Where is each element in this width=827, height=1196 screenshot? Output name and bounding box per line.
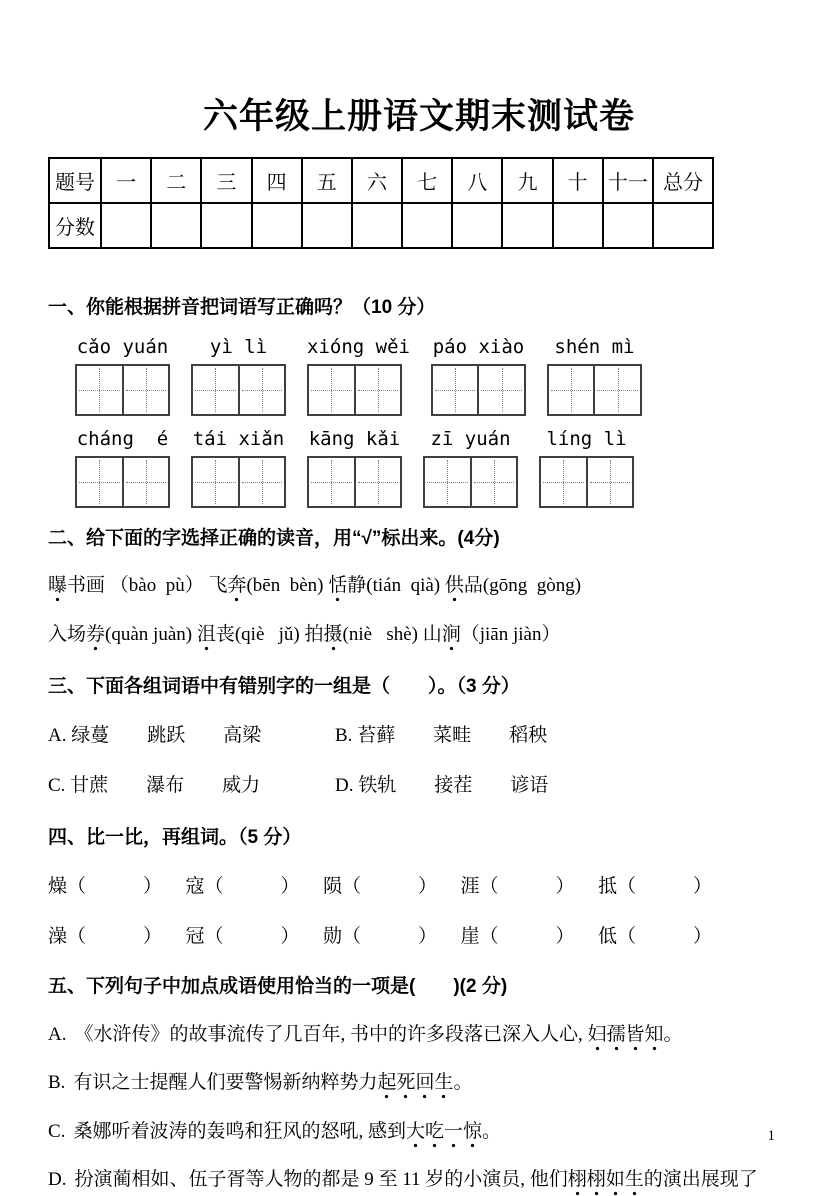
compare-word-item: 寇（ ） — [185, 875, 300, 897]
dotted-emphasis-text: 奔 — [227, 575, 246, 602]
pinyin-word-row — [48, 428, 790, 508]
dotted-emphasis-text: 大吃一惊 — [406, 1121, 482, 1148]
score-value-cell — [502, 203, 552, 248]
text-segment: 扮演蔺相如、伍子胥等人物的都是 9 至 11 岁的小演员, 他们 — [74, 1169, 568, 1191]
word-grid-group — [307, 428, 402, 508]
section-5-heading: 五、下列句子中加点成语使用恰当的一项是( )(2 分) — [48, 976, 508, 998]
grid-cell — [354, 458, 401, 506]
question-number-cell: 三 — [201, 158, 251, 203]
word-compare-exercise — [48, 874, 790, 950]
idiom-usage-exercise — [48, 1021, 790, 1194]
grid-cell — [122, 458, 169, 506]
compare-word-item: 勋（ ） — [322, 925, 437, 947]
grid-cell — [193, 366, 238, 414]
grid-cell — [238, 366, 285, 414]
grid-cell — [541, 458, 586, 506]
text-segment: 有识之士提醒人们要警惕新纳粹势力 — [73, 1072, 378, 1094]
character-grid-box — [75, 456, 170, 508]
dotted-emphasis-text: 摄 — [324, 624, 343, 651]
question-number-cell: 一 — [101, 158, 151, 203]
text-segment: (bēn bèn) — [246, 575, 329, 597]
question-number-cell: 七 — [402, 158, 452, 203]
section-3-heading: 三、下面各组词语中有错别字的一组是（ ）。（3 分） — [48, 676, 520, 698]
text-segment: 桑娜听着波涛的轰鸣和狂风的怒吼, 感到 — [73, 1120, 406, 1142]
text-segment: 品(gōng gòng) — [463, 575, 582, 597]
typo-options-line — [48, 723, 790, 750]
option-label: B. — [48, 1072, 66, 1094]
pronunciation-line — [48, 572, 790, 600]
word-grid-group — [191, 428, 286, 508]
dotted-emphasis-text: 供 — [445, 575, 464, 602]
pinyin-label: líng lì — [546, 427, 627, 450]
pinyin-label: tái xiǎn — [192, 427, 285, 450]
idiom-option-line — [48, 1069, 790, 1097]
grid-cell — [193, 458, 238, 506]
pinyin-label: cháng é — [76, 427, 169, 450]
word-grid-group — [431, 336, 526, 416]
compare-words-row — [48, 874, 712, 901]
score-value-cell — [653, 203, 713, 248]
pinyin-label: zī yuán — [430, 427, 511, 450]
compare-word-item: 抵（ ） — [597, 875, 712, 897]
character-grid-box — [431, 364, 526, 416]
score-table-header-row — [49, 158, 713, 203]
character-grid-box — [191, 364, 286, 416]
question-number-cell: 四 — [252, 158, 302, 203]
score-value-cell — [101, 203, 151, 248]
grid-cell — [77, 458, 122, 506]
dotted-emphasis-text: 起死回生 — [377, 1072, 453, 1099]
compare-word-item: 涯（ ） — [460, 875, 575, 897]
option-a: A. 绿蔓 跳跃 高梁 — [48, 725, 262, 747]
text-segment: 。 — [453, 1072, 473, 1094]
question-number-cell: 十一 — [603, 158, 653, 203]
grid-cell — [549, 366, 594, 414]
pinyin-word-row — [48, 336, 790, 416]
option-label: C. — [48, 1120, 66, 1142]
pinyin-label: páo xiào — [432, 336, 525, 359]
grid-cell — [238, 458, 285, 506]
character-grid-box — [539, 456, 634, 508]
pronunciation-line — [48, 621, 790, 649]
text-segment: （jiān jiàn） — [460, 623, 561, 645]
dotted-emphasis-text: 栩栩如生 — [568, 1169, 644, 1196]
text-segment: 静(tián qià) — [347, 575, 445, 597]
character-grid-box — [307, 364, 402, 416]
grid-cell — [309, 458, 354, 506]
text-segment: (quàn juàn) — [105, 623, 197, 645]
word-grid-group — [75, 428, 170, 508]
character-grid-box — [423, 456, 518, 508]
word-grid-group — [191, 336, 286, 416]
text-segment: 书画 （bào pù） 飞 — [67, 575, 228, 597]
pinyin-label: yì lì — [209, 336, 268, 359]
grid-cell — [593, 366, 640, 414]
compare-words-row — [48, 924, 712, 951]
pinyin-label: xióng wěi — [307, 336, 410, 359]
idiom-option-line — [48, 1118, 790, 1146]
score-table-score-row — [49, 203, 713, 248]
text-segment: 。 — [481, 1120, 501, 1142]
section-1-heading: 一、你能根据拼音把词语写正确吗？（10 分） — [48, 296, 436, 318]
idiom-option-line — [48, 1021, 790, 1049]
compare-word-item: 陨（ ） — [322, 875, 437, 897]
pinyin-label: kāng kǎi — [308, 427, 401, 450]
grid-cell — [77, 366, 122, 414]
character-grid-box — [547, 364, 642, 416]
word-grid-group — [539, 428, 634, 508]
word-grid-group — [75, 336, 170, 416]
score-value-cell — [151, 203, 201, 248]
text-segment: 《水浒传》的故事流传了几百年, 书中的许多段落已深入人心, — [74, 1023, 588, 1045]
grid-cell — [433, 366, 478, 414]
idiom-option-line — [48, 1166, 790, 1194]
score-value-cell — [603, 203, 653, 248]
dotted-emphasis-text: 沮 — [197, 624, 216, 651]
grid-cell — [122, 366, 169, 414]
question-number-cell: 五 — [302, 158, 352, 203]
dotted-emphasis-text: 妇孺皆知 — [588, 1024, 664, 1051]
score-table — [48, 157, 714, 249]
character-grid-box — [191, 456, 286, 508]
text-segment: (niè shè) 山 — [342, 623, 442, 645]
word-grid-group — [547, 336, 642, 416]
text-segment: 丧(qiè jǔ) 拍 — [215, 623, 324, 645]
page-title: 六年级上册语文期末测试卷 — [202, 97, 635, 136]
section-4-heading: 四、比一比，再组词。（5 分） — [48, 827, 302, 849]
score-value-cell — [252, 203, 302, 248]
dotted-emphasis-text: 恬 — [328, 575, 347, 602]
grid-cell — [425, 458, 470, 506]
grid-cell — [586, 458, 633, 506]
question-number-header-cell: 题号 — [49, 158, 101, 203]
score-value-cell — [452, 203, 502, 248]
question-number-cell: 八 — [452, 158, 502, 203]
option-b: B. 苔藓 菜畦 稻秧 — [335, 725, 548, 747]
score-value-cell — [302, 203, 352, 248]
option-c: C. 甘蔗 瀑布 威力 — [48, 774, 261, 796]
character-grid-box — [307, 456, 402, 508]
page-number: 1 — [767, 1128, 775, 1144]
word-grid-group — [307, 336, 410, 416]
section-2-heading: 二、给下面的字选择正确的读音，用“√”标出来。(4分) — [48, 527, 500, 549]
compare-word-item: 低（ ） — [597, 925, 712, 947]
question-number-cell: 六 — [352, 158, 402, 203]
pinyin-writing-exercise — [48, 336, 790, 508]
score-value-cell — [352, 203, 402, 248]
option-d: D. 铁轨 接茬 谚语 — [335, 774, 549, 796]
dotted-emphasis-text: 涧 — [442, 624, 461, 651]
grid-cell — [477, 366, 524, 414]
score-value-cell — [553, 203, 603, 248]
compare-word-item: 冠（ ） — [185, 925, 300, 947]
compare-word-item: 崖（ ） — [460, 925, 575, 947]
question-number-cell: 总分 — [653, 158, 713, 203]
score-value-cell — [201, 203, 251, 248]
dotted-emphasis-text: 券 — [86, 624, 105, 651]
grid-cell — [470, 458, 517, 506]
option-label: D. — [48, 1169, 67, 1191]
option-label: A. — [48, 1023, 67, 1045]
grid-cell — [354, 366, 401, 414]
pinyin-label: shén mì — [554, 336, 635, 359]
text-segment: 入场 — [48, 623, 87, 645]
question-number-cell: 九 — [502, 158, 552, 203]
grid-cell — [309, 366, 354, 414]
score-value-cell — [402, 203, 452, 248]
text-segment: 。 — [663, 1023, 683, 1045]
score-label-cell: 分数 — [49, 203, 101, 248]
text-segment: 的演出展现了 — [643, 1169, 758, 1191]
compare-word-item: 燥（ ） — [48, 875, 163, 897]
dotted-emphasis-text: 曝 — [48, 575, 67, 602]
question-number-cell: 十 — [553, 158, 603, 203]
character-grid-box — [75, 364, 170, 416]
typo-options-line — [48, 773, 790, 800]
pronunciation-exercise — [48, 572, 790, 648]
word-grid-group — [423, 428, 518, 508]
question-number-cell: 二 — [151, 158, 201, 203]
pinyin-label: cǎo yuán — [76, 336, 169, 359]
compare-word-item: 澡（ ） — [48, 925, 163, 947]
